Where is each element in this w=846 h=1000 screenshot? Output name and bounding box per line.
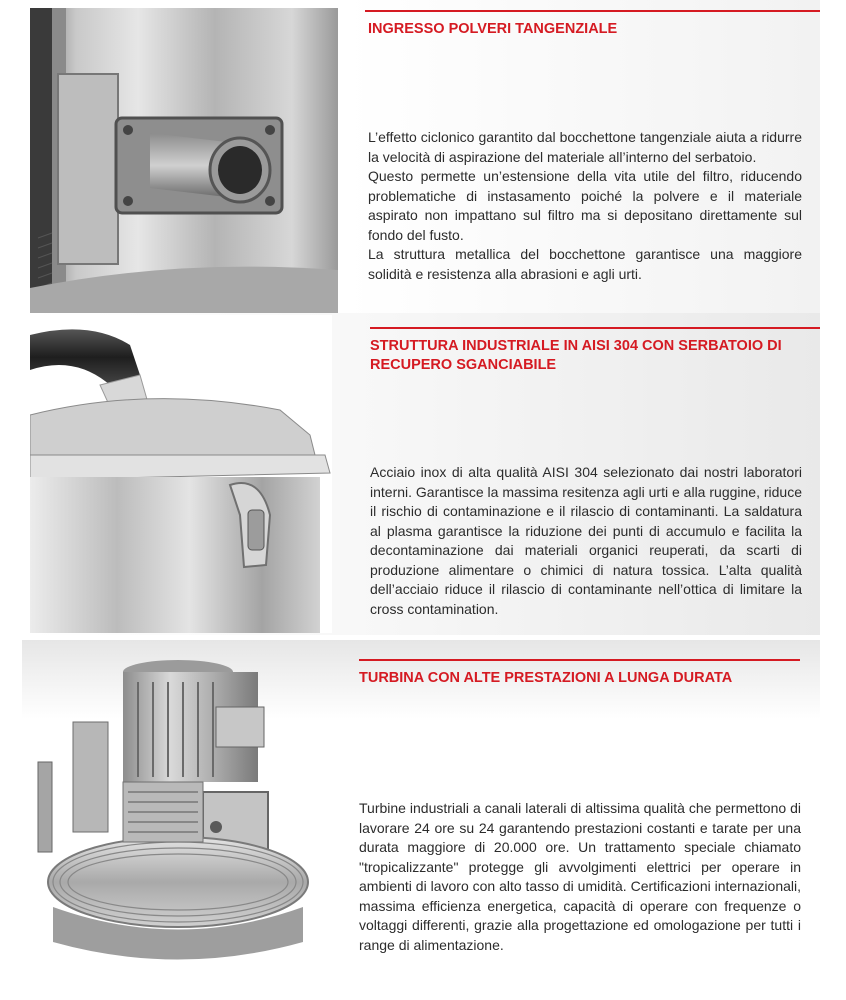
- section-tangential-inlet: [30, 0, 820, 313]
- section-industrial-structure: [30, 313, 820, 635]
- section-turbine: [22, 640, 820, 1000]
- paragraph: Acciaio inox di alta qualità AISI 304 selezionato dai nostri laboratori interni. Garantisce la massima resitenza agli urti e alla ruggine, riduce il rischio di contaminazione e il rilascio di contaminanti. La saldatura al plasma garantisce la riduzione dei punti di accumulo e facilita la decontaminazione dai materiali organici reuperati, da scarti di produzione alimentare o chimici di natura tossica. L’alta qualità dell’acciaio riduce il rilascio di contaminante nell’ottica di limitare la cross contamination.: [370, 464, 802, 617]
- blower-turbine-photo: [28, 652, 328, 974]
- section-heading: STRUTTURA INDUSTRIALE IN AISI 304 CON SERBATOIO DI RECUPERO SGANCIABILE: [370, 338, 782, 373]
- section-heading: TURBINA CON ALTE PRESTAZIONI A LUNGA DURATA: [359, 670, 733, 686]
- heading-rule: [365, 10, 820, 12]
- paragraph: Turbine industriali a canali laterali di altissima qualità che permettono di lavorare 24 ore su 24 garantendo prestazioni costanti e tarate per una durata maggiore di 20.000 ore. Un trattamento speciale chiamato "tropicalizzante" protegge gli avvolgimenti elettrici per operare in ambienti di lavoro con alto tasso di umidità. Certificazioni internazionali, massima efficienza energetica, capacità di operare con frequenze o voltaggi differenti, grazie alla progettazione ed omologazione per tutti i range di alimentazione.: [359, 800, 801, 953]
- paragraph: L’effetto ciclonico garantito dal bocchettone tangenziale aiuta a ridurre la velocità di aspirazione del materiale all’interno del serbatoio.: [368, 129, 802, 165]
- tangential-inlet-photo: [30, 8, 338, 313]
- steel-tank-photo: [30, 315, 332, 633]
- section-body: [370, 463, 802, 619]
- paragraph: Questo permette un’estensione della vita utile del filtro, riducendo problematiche di instasamento poiché la polvere e il materiale aspirato non impattano sul filtro ma si depositano direttamente sul fondo del fusto.: [368, 168, 802, 243]
- heading-rule: [359, 659, 800, 661]
- section-body: [359, 799, 801, 955]
- section-heading: INGRESSO POLVERI TANGENZIALE: [368, 21, 618, 37]
- paragraph: La struttura metallica del bocchettone garantisce una maggiore solidità e resistenza alla abrasioni e agli urti.: [368, 246, 802, 282]
- section-body: [368, 128, 802, 284]
- heading-rule: [370, 327, 820, 329]
